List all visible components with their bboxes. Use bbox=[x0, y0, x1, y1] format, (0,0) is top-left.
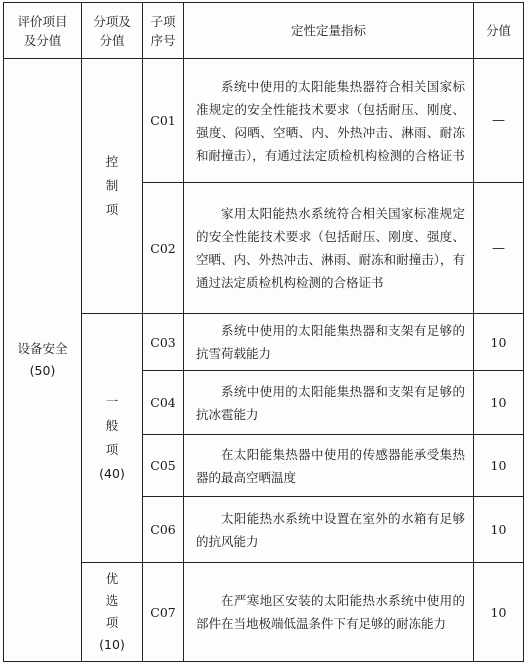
header-row bbox=[4, 3, 524, 59]
item-code: C01 bbox=[143, 59, 184, 183]
item-score: 10 bbox=[474, 371, 524, 435]
item-indicator: 在太阳能集热器中使用的传感器能承受集热器的最高空晒温度 bbox=[184, 435, 474, 497]
table-row bbox=[4, 314, 524, 371]
item-score: 10 bbox=[474, 563, 524, 662]
header-code: 子项序号 bbox=[143, 3, 184, 59]
item-score: 10 bbox=[474, 314, 524, 371]
group-score: (10) bbox=[99, 637, 125, 652]
item-score: 10 bbox=[474, 435, 524, 497]
category-score: (50) bbox=[29, 363, 56, 378]
category-name: 设备安全 bbox=[17, 341, 68, 356]
group-name: 控制项 bbox=[105, 154, 119, 217]
group-general bbox=[82, 314, 143, 563]
evaluation-table bbox=[3, 2, 524, 662]
group-preferred bbox=[82, 563, 143, 662]
item-indicator: 系统中使用的太阳能集热器符合相关国家标准规定的安全性能技术要求（包括耐压、刚度、强度、闷晒、空晒、内、外热冲击、淋雨、耐冻和耐撞击），有通过法定质检机构检测的合格证书 bbox=[184, 59, 474, 183]
group-score: (40) bbox=[99, 466, 125, 481]
table-row bbox=[4, 59, 524, 183]
header-score: 分值 bbox=[474, 3, 524, 59]
item-indicator: 系统中使用的太阳能集热器和支架有足够的抗雪荷载能力 bbox=[184, 314, 474, 371]
item-indicator: 太阳能热水系统中设置在室外的水箱有足够的抗风能力 bbox=[184, 497, 474, 563]
item-code: C03 bbox=[143, 314, 184, 371]
item-code: C06 bbox=[143, 497, 184, 563]
category-cell bbox=[4, 59, 82, 662]
item-score: — bbox=[474, 183, 524, 314]
group-name: 优选项 bbox=[105, 571, 119, 630]
item-score: — bbox=[474, 59, 524, 183]
item-indicator: 系统中使用的太阳能集热器和支架有足够的抗冰雹能力 bbox=[184, 371, 474, 435]
group-name: 一般项 bbox=[105, 394, 119, 457]
item-code: C05 bbox=[143, 435, 184, 497]
table-row bbox=[4, 563, 524, 662]
item-score: 10 bbox=[474, 497, 524, 563]
item-code: C04 bbox=[143, 371, 184, 435]
header-indicator: 定性定量指标 bbox=[184, 3, 474, 59]
item-code: C07 bbox=[143, 563, 184, 662]
item-indicator: 在严寒地区安装的太阳能热水系统中使用的部件在当地极端低温条件下有足够的耐冻能力 bbox=[184, 563, 474, 662]
item-code: C02 bbox=[143, 183, 184, 314]
header-category: 评价项目及分值 bbox=[4, 3, 82, 59]
group-control bbox=[82, 59, 143, 314]
header-subcategory: 分项及分值 bbox=[82, 3, 143, 59]
item-indicator: 家用太阳能热水系统符合相关国家标准规定的安全性能技术要求（包括耐压、刚度、强度、空晒、内、外热冲击、淋雨、耐冻和耐撞击），有通过法定质检机构检测的合格证书 bbox=[184, 183, 474, 314]
